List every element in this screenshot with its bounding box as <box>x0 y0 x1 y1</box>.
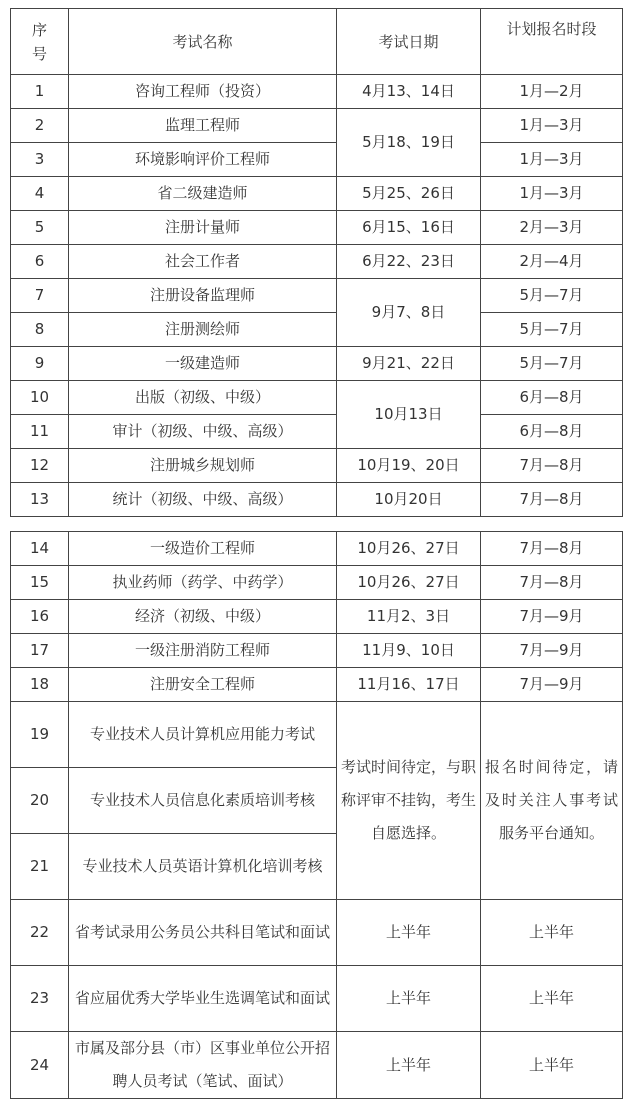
row-date: 5月25、26日 <box>337 177 481 211</box>
row-date: 5月18、19日 <box>337 109 481 177</box>
row-no: 8 <box>11 313 69 347</box>
row-name: 执业药师（药学、中药学） <box>69 566 337 600</box>
row-period: 1月—3月 <box>481 109 623 143</box>
row-name: 出版（初级、中级） <box>69 381 337 415</box>
row-period: 7月—8月 <box>481 532 623 566</box>
row-period: 2月—4月 <box>481 245 623 279</box>
row-no: 4 <box>11 177 69 211</box>
row-no: 10 <box>11 381 69 415</box>
table-row <box>11 1032 623 1099</box>
row-no: 5 <box>11 211 69 245</box>
row-period: 7月—9月 <box>481 634 623 668</box>
row-date: 11月16、17日 <box>337 668 481 702</box>
header-name: 考试名称 <box>69 9 337 75</box>
row-date: 10月13日 <box>337 381 481 449</box>
row-date: 6月22、23日 <box>337 245 481 279</box>
table-row <box>11 702 623 768</box>
row-period: 6月—8月 <box>481 415 623 449</box>
table-row <box>11 483 623 517</box>
row-period: 5月—7月 <box>481 347 623 381</box>
table-row <box>11 600 623 634</box>
table-row <box>11 279 623 313</box>
row-period: 5月—7月 <box>481 279 623 313</box>
table-row <box>11 966 623 1032</box>
row-no: 6 <box>11 245 69 279</box>
row-name: 环境影响评价工程师 <box>69 143 337 177</box>
row-name: 注册安全工程师 <box>69 668 337 702</box>
row-period: 上半年 <box>481 966 623 1032</box>
row-no: 23 <box>11 966 69 1032</box>
row-date: 上半年 <box>337 900 481 966</box>
row-name: 专业技术人员信息化素质培训考核 <box>69 768 337 834</box>
row-name: 经济（初级、中级） <box>69 600 337 634</box>
row-period: 1月—2月 <box>481 75 623 109</box>
row-no: 11 <box>11 415 69 449</box>
row-no: 22 <box>11 900 69 966</box>
row-name: 省考试录用公务员公共科目笔试和面试 <box>69 900 337 966</box>
row-no: 21 <box>11 834 69 900</box>
table-row <box>11 415 623 449</box>
row-period: 5月—7月 <box>481 313 623 347</box>
table-row <box>11 211 623 245</box>
table-row <box>11 245 623 279</box>
header-period: 计划报名时段 <box>481 9 623 75</box>
row-no: 15 <box>11 566 69 600</box>
row-no: 18 <box>11 668 69 702</box>
header-row <box>11 9 623 75</box>
row-name: 省二级建造师 <box>69 177 337 211</box>
row-period: 7月—9月 <box>481 600 623 634</box>
row-name: 一级造价工程师 <box>69 532 337 566</box>
row-no: 24 <box>11 1032 69 1099</box>
row-period: 1月—3月 <box>481 177 623 211</box>
exam-schedule-table-part2 <box>10 531 623 1099</box>
row-date: 11月2、3日 <box>337 600 481 634</box>
row-period: 7月—9月 <box>481 668 623 702</box>
table-row <box>11 143 623 177</box>
row-date: 6月15、16日 <box>337 211 481 245</box>
table-row <box>11 532 623 566</box>
row-date: 10月26、27日 <box>337 532 481 566</box>
row-period: 上半年 <box>481 1032 623 1099</box>
row-no: 2 <box>11 109 69 143</box>
row-date: 9月21、22日 <box>337 347 481 381</box>
header-no: 序 号 <box>11 9 69 75</box>
row-date: 10月26、27日 <box>337 566 481 600</box>
row-no: 3 <box>11 143 69 177</box>
date-note: 考试时间待定，与职称评审不挂钩，考生自愿选择。 <box>337 702 481 900</box>
row-name: 统计（初级、中级、高级） <box>69 483 337 517</box>
table-row <box>11 449 623 483</box>
row-period: 上半年 <box>481 900 623 966</box>
header-date: 考试日期 <box>337 9 481 75</box>
row-name: 专业技术人员计算机应用能力考试 <box>69 702 337 768</box>
row-no: 14 <box>11 532 69 566</box>
table-row <box>11 668 623 702</box>
row-name: 注册设备监理师 <box>69 279 337 313</box>
row-name: 注册城乡规划师 <box>69 449 337 483</box>
row-name: 一级建造师 <box>69 347 337 381</box>
table-row <box>11 347 623 381</box>
row-period: 7月—8月 <box>481 449 623 483</box>
table-row <box>11 75 623 109</box>
period-note: 报名时间待定，请及时关注人事考试服务平台通知。 <box>481 702 623 900</box>
row-date: 4月13、14日 <box>337 75 481 109</box>
table-row <box>11 900 623 966</box>
row-name: 一级注册消防工程师 <box>69 634 337 668</box>
row-date: 10月20日 <box>337 483 481 517</box>
row-no: 16 <box>11 600 69 634</box>
table-row <box>11 634 623 668</box>
row-name: 注册测绘师 <box>69 313 337 347</box>
table-row <box>11 566 623 600</box>
row-name: 审计（初级、中级、高级） <box>69 415 337 449</box>
row-name: 监理工程师 <box>69 109 337 143</box>
row-date: 9月7、8日 <box>337 279 481 347</box>
row-no: 20 <box>11 768 69 834</box>
row-date: 10月19、20日 <box>337 449 481 483</box>
table-row <box>11 109 623 143</box>
row-no: 7 <box>11 279 69 313</box>
row-date: 11月9、10日 <box>337 634 481 668</box>
row-period: 7月—8月 <box>481 566 623 600</box>
row-period: 6月—8月 <box>481 381 623 415</box>
row-date: 上半年 <box>337 1032 481 1099</box>
row-name: 市属及部分县（市）区事业单位公开招聘人员考试（笔试、面试） <box>69 1032 337 1099</box>
row-name: 省应届优秀大学毕业生选调笔试和面试 <box>69 966 337 1032</box>
row-period: 1月—3月 <box>481 143 623 177</box>
row-name: 注册计量师 <box>69 211 337 245</box>
row-no: 17 <box>11 634 69 668</box>
row-name: 咨询工程师（投资） <box>69 75 337 109</box>
row-period: 2月—3月 <box>481 211 623 245</box>
table-row <box>11 381 623 415</box>
row-date: 上半年 <box>337 966 481 1032</box>
exam-schedule-table-part1 <box>10 8 623 517</box>
row-period: 7月—8月 <box>481 483 623 517</box>
row-name: 社会工作者 <box>69 245 337 279</box>
row-name: 专业技术人员英语计算机化培训考核 <box>69 834 337 900</box>
row-no: 9 <box>11 347 69 381</box>
table-row <box>11 313 623 347</box>
row-no: 1 <box>11 75 69 109</box>
row-no: 12 <box>11 449 69 483</box>
row-no: 19 <box>11 702 69 768</box>
row-no: 13 <box>11 483 69 517</box>
table-row <box>11 177 623 211</box>
